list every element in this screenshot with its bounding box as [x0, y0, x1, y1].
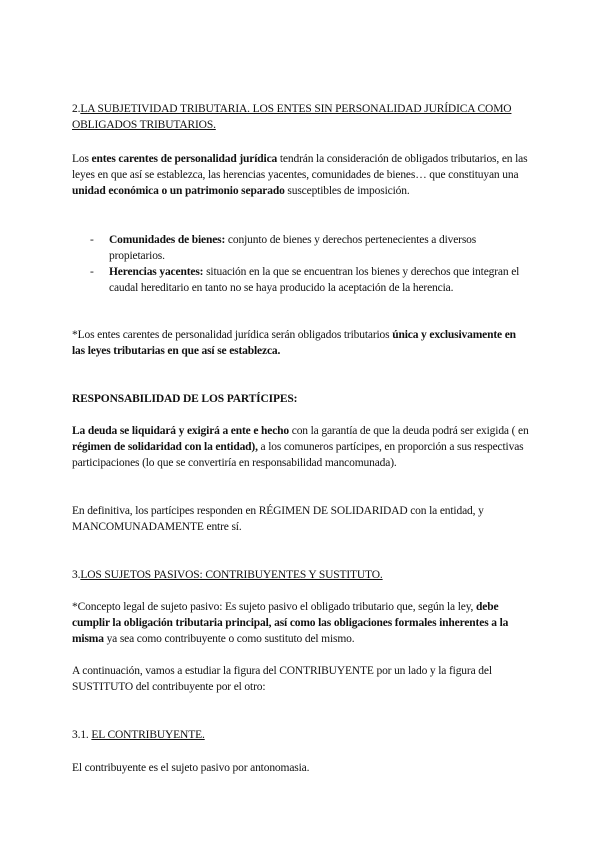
- section-3-1-heading: [72, 727, 530, 743]
- deuda-bold-2: régimen de solidaridad con la entidad),: [72, 441, 258, 453]
- entes-text-2: tendrán la consideración de obligados tributarios, en las leyes en que así se establezca, las herencias yacentes, comunidades de bienes… que constituyan una: [72, 153, 528, 181]
- deuda-text-2: a los comuneros partícipes, en proporción a sus respectivas participaciones (lo que se convertiría en responsabilidad mancomunada).: [72, 441, 524, 469]
- entes-paragraph: [72, 151, 530, 199]
- deuda-paragraph: [72, 423, 530, 471]
- list-item: [90, 264, 530, 296]
- sujeto-bold: debe cumplir la obligación tributaria principal, así como las obligaciones formales inherentes a la misma: [72, 601, 509, 645]
- definitions-list: [90, 232, 530, 296]
- sujeto-text-1: *Concepto legal de sujeto pasivo: Es sujeto pasivo el obligado tributario que, según la ley,: [72, 601, 477, 613]
- list-item: [90, 232, 530, 264]
- continuacion-paragraph: A continuación, vamos a estudiar la figura del CONTRIBUYENTE por un lado y la figura del SUSTITUTO del contribuyente por el otro:: [72, 665, 492, 693]
- list-term: Comunidades de bienes:: [109, 234, 226, 246]
- definitiva-paragraph: En definitiva, los partícipes responden en RÉGIMEN DE SOLIDARIDAD con la entidad, y MANCOMUNADAMENTE entre sí.: [72, 505, 484, 533]
- sujeto-pasivo-paragraph: [72, 599, 530, 647]
- note-text: *Los entes carentes de personalidad jurídica serán obligados tributarios: [72, 329, 393, 341]
- contribuyente-paragraph: El contribuyente es el sujeto pasivo por antonomasia.: [72, 762, 310, 774]
- section-2-heading: [72, 101, 530, 133]
- deuda-bold-1: La deuda se liquidará y exigirá a ente e hecho: [72, 425, 290, 437]
- section-2-title: LA SUBJETIVIDAD TRIBUTARIA. LOS ENTES SIN PERSONALIDAD JURÍDICA COMO OBLIGADOS TRIBUTARIOS.: [72, 103, 512, 131]
- note-paragraph: [72, 327, 530, 359]
- deuda-text-1: con la garantía de que la deuda podrá ser exigida ( en: [289, 425, 529, 437]
- section-3-1-number: 3.1.: [72, 729, 92, 741]
- section-3-1-title: EL CONTRIBUYENTE.: [91, 729, 205, 741]
- responsabilidad-title: RESPONSABILIDAD DE LOS PARTÍCIPES:: [72, 393, 298, 405]
- responsabilidad-heading: [72, 391, 530, 407]
- sujeto-text-2: ya sea como contribuyente o como sustituto del mismo.: [103, 633, 355, 645]
- note-bold: única y exclusivamente en las leyes tributarias en que así se establezca.: [72, 329, 516, 357]
- section-3-heading: [72, 567, 530, 583]
- entes-text-1: Los: [72, 153, 92, 165]
- entes-bold-1: entes carentes de personalidad jurídica: [91, 153, 278, 165]
- section-3-title: LOS SUJETOS PASIVOS: CONTRIBUYENTES Y SUSTITUTO.: [80, 569, 383, 581]
- section-3-number: 3.: [72, 569, 81, 581]
- list-dash: -: [90, 234, 94, 246]
- entes-text-3: susceptibles de imposición.: [284, 185, 410, 197]
- section-2-number: 2.: [72, 103, 81, 115]
- list-text: situación en la que se encuentran los bienes y derechos que integran el caudal hereditario en tanto no se haya producido la aceptación de la herencia.: [109, 266, 520, 294]
- list-text: conjunto de bienes y derechos pertenecientes a diversos propietarios.: [109, 234, 477, 262]
- entes-bold-2: unidad económica o un patrimonio separado: [72, 185, 285, 197]
- list-dash: -: [90, 266, 94, 278]
- list-term: Herencias yacentes:: [109, 266, 204, 278]
